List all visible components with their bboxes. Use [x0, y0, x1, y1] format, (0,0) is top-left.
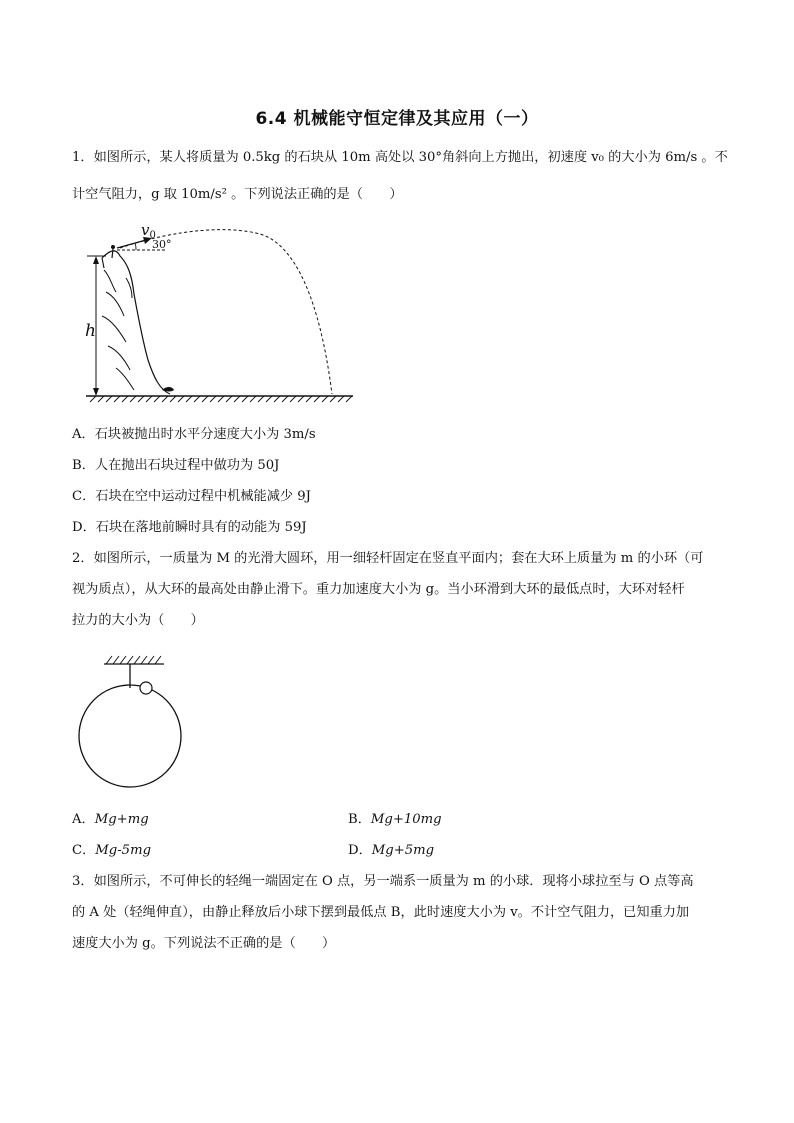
q1-option-b: B．人在抛出石块过程中做功为 50J [72, 458, 280, 473]
q2-option-c: C．Mg-5mg [72, 843, 152, 858]
small-ring [140, 682, 152, 694]
q2-option-d: D．Mg+5mg [348, 843, 435, 858]
height-arrow-down [93, 388, 99, 396]
person-head [111, 245, 115, 249]
q2-option-b: B．Mg+10mg [348, 812, 442, 827]
q3-stem-line-1: 3．如图所示，不可伸长的轻绳一端固定在 O 点，另一端系一质量为 m 的小球．现将小球拉至与 O 点等高 [72, 874, 694, 889]
ceiling-hatching [106, 656, 161, 664]
angle-label: 30° [152, 238, 172, 251]
large-ring [79, 685, 181, 787]
q3-stem-line-3: 速度大小为 g。下列说法不正确的是（ ） [72, 936, 336, 951]
person-body [112, 249, 113, 258]
q2-stem-line-3: 拉力的大小为（ ） [72, 613, 204, 628]
q2-option-a: A．Mg+mg [72, 812, 149, 827]
q1-projectile-figure [80, 220, 360, 406]
ground-hatching [90, 396, 352, 402]
q2-stem-line-2: 视为质点），从大环的最高处由静止滑下。重力加速度大小为 g。当小环滑到大环的最低点时，大环对轻杆 [72, 582, 685, 597]
q1-stem-line-1: 1．如图所示，某人将质量为 0.5kg 的石块从 10m 高处以 30°角斜向上方抛出，初速度 v₀ 的大小为 6m/s 。不 [72, 150, 728, 165]
q2-stem-line-1: 2．如图所示，一质量为 M 的光滑大圆环，用一细轻杆固定在竖直平面内；套在大环上质量为 m 的小环（可 [72, 551, 704, 566]
q3-stem-line-2: 的 A 处（轻绳伸直），由静止释放后小球下摆到最低点 B，此时速度大小为 v。不计空气阻力，已知重力加 [72, 905, 690, 920]
cliff-edge [102, 258, 104, 268]
cliff-outline [102, 251, 170, 394]
q2-ring-figure [70, 650, 194, 800]
q1-option-d: D．石块在落地前瞬时具有的动能为 59J [72, 520, 307, 535]
q1-stem-line-2: 计空气阻力，g 取 10m/s² 。下列说法正确的是（ ） [72, 187, 403, 202]
angle-arc [135, 243, 136, 250]
q1-option-c: C．石块在空中运动过程中机械能减少 9J [72, 489, 311, 504]
h-label: h [85, 321, 96, 341]
page-title: 6.4 机械能守恒定律及其应用（一） [255, 109, 539, 129]
v0-label: $v_0$ [141, 221, 156, 241]
q1-option-a: A．石块被抛出时水平分速度大小为 3m/s [72, 427, 316, 442]
cliff-texture [102, 270, 134, 390]
height-arrow-up [93, 256, 99, 264]
